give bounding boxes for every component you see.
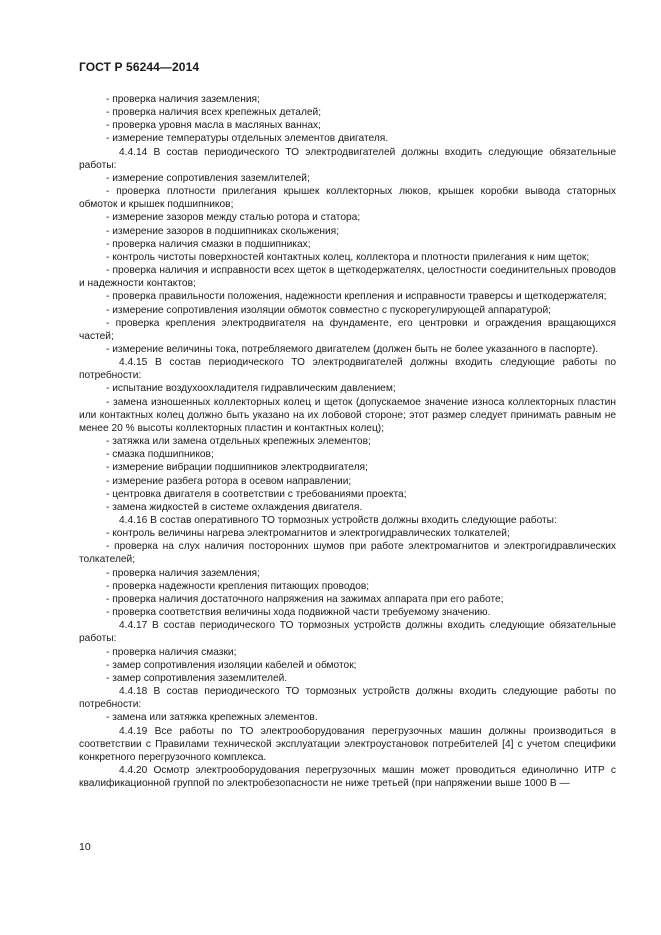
section-paragraph: 4.4.14 В состав периодического ТО электродвигателей должны входить следующие обязательные работы: [79,146,616,171]
list-item: - проверка наличия достаточного напряжения на зажимах аппарата при его работе; [106,593,504,605]
list-item: - замер сопротивления изоляции кабелей и обмоток; [106,659,357,671]
section-paragraph: 4.4.17 В состав периодического ТО тормозных устройств должны входить следующие обязательные работы: [79,620,616,645]
list-item: - замена жидкостей в системе охлаждения двигателя. [106,501,363,513]
list-item: - проверка крепления электродвигателя на фундаменте, его центровки и ограждения вращающихся частей; [79,317,616,342]
page-number: 10 [79,841,91,853]
list-item: - измерение разбега ротора в осевом направлении; [106,475,352,487]
list-item: - проверка наличия смазки; [106,646,237,658]
list-item: - измерение зазоров между сталью ротора и статора; [106,212,361,224]
list-item: - проверка наличия и исправности всех щеток в щеткодержателях, целостности соединительных проводов и надежности контактов; [79,265,616,290]
list-item: - испытание воздухоохладителя гидравлическим давлением; [106,383,396,395]
list-item: - проверка наличия заземления; [106,567,260,579]
list-item: - смазка подшипников; [106,449,214,461]
list-item: - проверка на слух наличия посторонних шумов при работе электромагнитов и электрогидравлических толкателей; [79,541,616,566]
list-item: - контроль величины нагрева электромагнитов и электрогидравлических толкателей; [106,528,510,540]
list-item: - проверка надежности крепления питающих проводов; [106,580,370,592]
list-item: - затяжка или замена отдельных крепежных элементов; [106,436,371,448]
list-item: - измерение температуры отдельных элементов двигателя. [106,133,389,145]
section-paragraph: 4.4.16 В состав оперативного ТО тормозных устройств должны входить следующие работы: [119,515,557,526]
list-item: - центровка двигателя в соответствии с требованиями проекта; [106,488,407,500]
list-item: - проверка уровня масла в масляных ваннах; [106,120,321,132]
list-item: - замена или затяжка крепежных элементов. [106,712,318,724]
list-item: - проверка наличия заземления; [106,94,260,105]
list-item: - замена изношенных коллекторных колец и щеток (допускаемое значение износа коллекторных пластин или контактных колец должно быть указано на их лобовой стороне; этот размер следует принимать равным не менее 20 % высоты коллекторных пластин и контактных колец); [79,396,616,434]
list-item: - измерение зазоров в подшипниках скольжения; [106,225,340,237]
section-paragraph: 4.4.20 Осмотр электрооборудования перегрузочных машин может проводиться единолично ИТР с квалификационной группой по электробезопасности не ниже третьей (при напряжении выше 1000 В — [79,764,616,790]
list-item: - измерение вибрации подшипников электродвигателя; [106,462,368,474]
section-paragraph: 4.4.19 Все работы по ТО электрооборудования перегрузочных машин должны производиться в соответствии с Правилами технической эксплуатации электроустановок потребителей [4] с учетом специфики конкретного перегрузочного комплекса. [79,725,616,763]
list-item: - замер сопротивления заземлителей. [106,672,288,684]
list-item: - проверка правильности положения, надежности крепления и исправности траверсы и щеткодержателя; [106,291,607,303]
list-item: - проверка плотности прилегания крышек коллекторных люков, крышек коробки вывода статорных обмоток и крышек подшипников; [79,186,616,211]
list-item: - проверка наличия всех крепежных деталей; [106,107,322,119]
list-item: - проверка соответствия величины хода подвижной части требуемому значению. [106,607,491,619]
list-item: - измерение сопротивления заземлителей; [106,172,310,184]
list-item: - измерение сопротивления изоляции обмоток совместно с пускорегулирующей аппаратурой; [106,304,551,316]
list-item: - контроль чистоты поверхностей контактных колец, коллектора и плотности прилегания к ним щеток; [106,251,590,263]
list-item: - проверка наличия смазки в подшипниках; [106,238,311,250]
section-paragraph: 4.4.18 В состав периодического ТО тормозных устройств должны входить следующие работы по потребности: [79,686,616,711]
document-standard-number: ГОСТ Р 56244—2014 [79,60,200,74]
section-paragraph: 4.4.15 В состав периодического ТО электродвигателей должны входить следующие работы по потребности: [79,357,616,382]
document-body [79,93,616,790]
list-item: - измерение величины тока, потребляемого двигателем (должен быть не более указанного в паспорте). [106,343,599,355]
